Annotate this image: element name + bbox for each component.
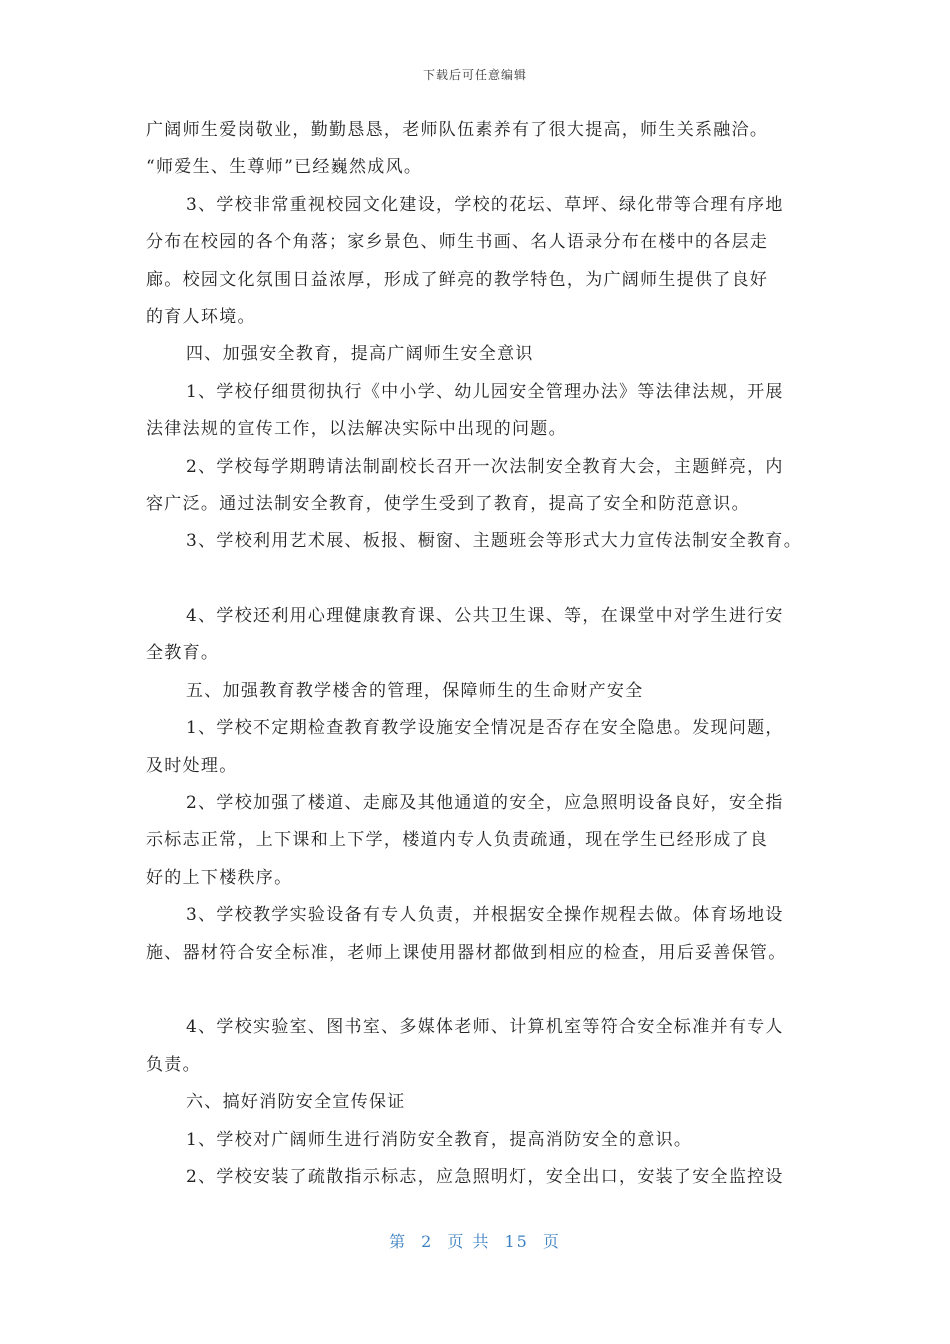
footer-label-page: 第	[389, 1232, 408, 1251]
page-header: 下载后可任意编辑	[422, 68, 527, 82]
text-line: 五、加强教育教学楼舍的管理，保障师生的生命财产安全	[186, 680, 644, 701]
text-line: 容广泛。通过法制安全教育，使学生受到了教育，提高了安全和防范意识。	[146, 493, 750, 514]
text-line: 1、学校不定期检查教育教学设施安全情况是否存在安全隐患。发现问题，	[186, 718, 784, 739]
text-line: 示标志正常，上下课和上下学，楼道内专人负责疏通，现在学生已经形成了良	[146, 830, 769, 851]
text-line: 六、搞好消防安全宣传保证	[186, 1092, 406, 1113]
text-line: 四、加强安全教育，提高广阔师生安全意识	[186, 344, 534, 365]
text-line: 的育人环境。	[146, 306, 256, 327]
text-line: 1、学校仔细贯彻执行《中小学、幼儿园安全管理办法》等法律法规，开展	[186, 381, 784, 402]
text-line: 3、学校非常重视校园文化建设，学校的花坛、草坪、绿化带等合理有序地	[186, 194, 784, 215]
text-line: 4、学校还利用心理健康教育课、公共卫生课、等，在课堂中对学生进行安	[186, 606, 784, 627]
blank-line	[146, 567, 826, 604]
total-pages-number: 15	[504, 1232, 529, 1251]
text-line: 2、学校安装了疏散指示标志，应急照明灯，安全出口，安装了安全监控设	[186, 1166, 784, 1187]
text-line: 负责。	[146, 1054, 201, 1075]
text-line: 3、学校利用艺术展、板报、橱窗、主题班会等形式大力宣传法制安全教育。	[186, 531, 803, 552]
text-line: 廊。校园文化氛围日益浓厚，形成了鲜亮的教学特色，为广阔师生提供了良好	[146, 269, 769, 290]
text-line: 2、学校每学期聘请法制副校长召开一次法制安全教育大会，主题鲜亮，内	[186, 456, 784, 477]
text-line: “师爱生、生尊师”已经巍然成风。	[146, 157, 423, 178]
text-line: 法律法规的宣传工作，以法解决实际中出现的问题。	[146, 419, 567, 440]
text-line: 1、学校对广阔师生进行消防安全教育，提高消防安全的意识。	[186, 1129, 693, 1150]
footer-label-end: 页	[542, 1232, 561, 1251]
text-line: 4、学校实验室、图书室、多媒体老师、计算机室等符合安全标准并有专人	[186, 1017, 784, 1038]
footer-label-total: 页 共	[447, 1232, 491, 1251]
blank-line	[146, 978, 826, 1015]
text-line: 3、学校教学实验设备有专人负责，并根据安全操作规程去做。体育场地设	[186, 905, 784, 926]
text-line: 2、学校加强了楼道、走廊及其他通道的安全，应急照明设备良好，安全指	[186, 793, 784, 814]
current-page-number: 2	[421, 1232, 434, 1251]
text-line: 好的上下楼秩序。	[146, 867, 293, 888]
text-line: 广阔师生爱岗敬业，勤勤恳恳，老师队伍素养有了很大提高，师生关系融洽。	[146, 120, 769, 140]
document-body	[146, 118, 826, 1202]
text-line: 施、器材符合安全标准，老师上课使用器材都做到相应的检查，用后妥善保管。	[146, 942, 787, 963]
text-line: 及时处理。	[146, 755, 238, 776]
text-line: 分布在校园的各个角落；家乡景色、师生书画、名人语录分布在楼中的各层走	[146, 232, 769, 253]
page-footer	[0, 1229, 950, 1252]
text-line: 全教育。	[146, 643, 220, 664]
